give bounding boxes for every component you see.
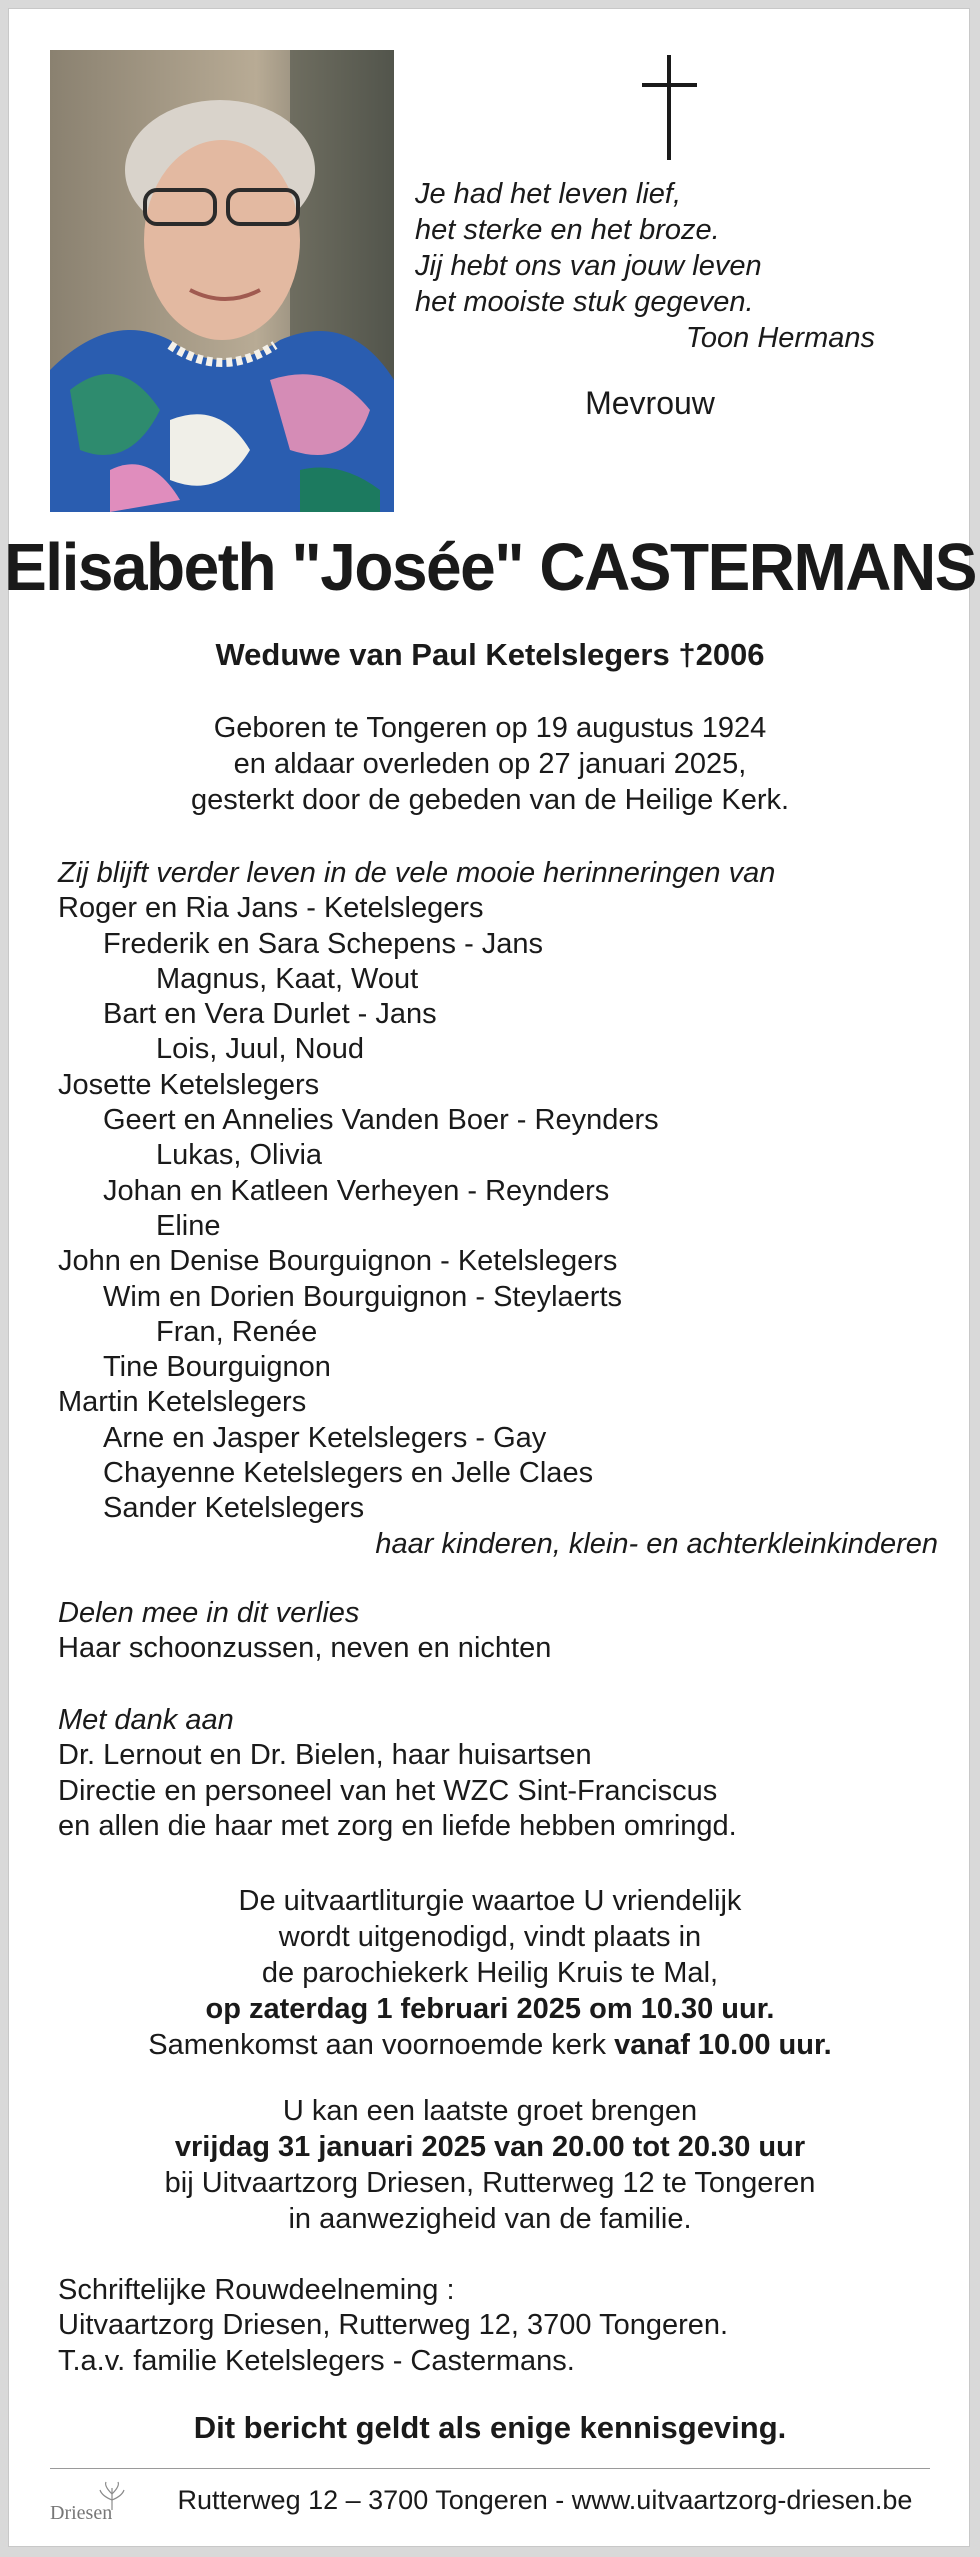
poem bbox=[415, 176, 915, 356]
family-member: Roger en Ria Jans - Ketelslegers bbox=[58, 892, 484, 925]
family-member: John en Denise Bourguignon - Ketelslegers bbox=[58, 1245, 618, 1278]
share-line: Haar schoonzussen, neven en nichten bbox=[58, 1632, 552, 1665]
poem-line: Je had het leven lief, bbox=[415, 178, 682, 210]
funeral-line: de parochiekerk Heilig Kruis te Mal, bbox=[261, 1957, 719, 1989]
logo-text: Driesen bbox=[50, 2502, 113, 2524]
footer-divider bbox=[50, 2468, 930, 2469]
condolence-line: Schriftelijke Rouwdeelneming : bbox=[58, 2274, 455, 2306]
family-member: Magnus, Kaat, Wout bbox=[156, 962, 419, 995]
birth-death-info bbox=[0, 710, 980, 818]
family-member: Josette Ketelslegers bbox=[58, 1068, 320, 1101]
condolence-line: Uitvaartzorg Driesen, Rutterweg 12, 3700 Tongeren. bbox=[58, 2309, 729, 2342]
family-member: Bart en Vera Durlet - Jans bbox=[103, 998, 437, 1031]
family-member: Johan en Katleen Verheyen - Reynders bbox=[103, 1174, 610, 1207]
farewell-date: vrijdag 31 januari 2025 van 20.00 tot 20.30 uur bbox=[174, 2131, 806, 2163]
funeral-line: wordt uitgenodigd, vindt plaats in bbox=[278, 1921, 702, 1953]
honorific: Mevrouw bbox=[585, 385, 715, 421]
farewell-intro: U kan een laatste groet brengen bbox=[282, 2095, 698, 2127]
share-section bbox=[58, 1596, 938, 1667]
condolence-section bbox=[58, 2273, 938, 2379]
family-member: Martin Ketelslegers bbox=[58, 1386, 307, 1419]
meeting-time: vanaf 10.00 uur. bbox=[614, 2029, 832, 2061]
family-member: Fran, Renée bbox=[156, 1315, 318, 1348]
thanks-line: Directie en personeel van het WZC Sint-Franciscus bbox=[58, 1774, 718, 1807]
poem-line: het sterke en het broze. bbox=[415, 214, 720, 246]
thanks-line: en allen die haar met zorg en liefde hebben omringd. bbox=[58, 1809, 737, 1842]
family-intro: Zij blijft verder leven in de vele mooie herinneringen van bbox=[58, 857, 776, 889]
birth-line: en aldaar overleden op 27 januari 2025, bbox=[233, 748, 747, 780]
family-member: Chayenne Ketelslegers en Jelle Claes bbox=[103, 1457, 594, 1490]
family-member: Eline bbox=[156, 1209, 221, 1242]
family-member: Wim en Dorien Bourguignon - Steylaerts bbox=[103, 1280, 623, 1313]
family-member: Lois, Juul, Noud bbox=[156, 1033, 364, 1066]
poem-author: Toon Hermans bbox=[685, 322, 875, 354]
family-member: Frederik en Sara Schepens - Jans bbox=[103, 927, 544, 960]
closing-notice: Dit bericht geldt als enige kennisgeving. bbox=[193, 2410, 787, 2445]
portrait-photo bbox=[50, 50, 394, 512]
condolence-line: T.a.v. familie Ketelslegers - Castermans. bbox=[58, 2344, 575, 2377]
share-intro: Delen mee in dit verlies bbox=[58, 1597, 360, 1629]
funeral-line: De uitvaartliturgie waartoe U vriendelijk bbox=[238, 1885, 742, 1917]
family-list bbox=[58, 856, 938, 1562]
deceased-name: Elisabeth "Josée" CASTERMANS bbox=[4, 529, 976, 605]
family-member: Arne en Jasper Ketelslegers - Gay bbox=[103, 1421, 547, 1454]
thanks-line: Dr. Lernout en Dr. Bielen, haar huisartsen bbox=[58, 1739, 592, 1772]
birth-line: Geboren te Tongeren op 19 augustus 1924 bbox=[213, 712, 767, 744]
funeral-date: op zaterdag 1 februari 2025 om 10.30 uur. bbox=[205, 1993, 775, 2025]
farewell-line: in aanwezigheid van de familie. bbox=[288, 2203, 692, 2235]
footer-address: Rutterweg 12 – 3700 Tongeren - www.uitvaartzorg-driesen.be bbox=[177, 2485, 913, 2515]
funeral-home-logo bbox=[50, 2480, 150, 2535]
cross-icon bbox=[640, 55, 700, 160]
family-member: Lukas, Olivia bbox=[156, 1139, 323, 1172]
family-member: Geert en Annelies Vanden Boer - Reynders bbox=[103, 1104, 659, 1137]
farewell-section bbox=[0, 2093, 980, 2237]
family-member: Sander Ketelslegers bbox=[103, 1492, 365, 1525]
meeting-text: Samenkomst aan voornoemde kerk bbox=[148, 2029, 615, 2061]
thanks-section bbox=[58, 1703, 938, 1844]
family-member: Tine Bourguignon bbox=[103, 1351, 331, 1384]
poem-line: het mooiste stuk gegeven. bbox=[415, 286, 754, 318]
funeral-section bbox=[0, 1883, 980, 2063]
widow-line: Weduwe van Paul Ketelslegers †2006 bbox=[215, 637, 765, 672]
farewell-line: bij Uitvaartzorg Driesen, Rutterweg 12 te Tongeren bbox=[164, 2167, 816, 2199]
poem-line: Jij hebt ons van jouw leven bbox=[415, 250, 762, 282]
thanks-intro: Met dank aan bbox=[58, 1704, 234, 1736]
birth-line: gesterkt door de gebeden van de Heilige Kerk. bbox=[190, 784, 790, 816]
funeral-meeting bbox=[0, 2027, 980, 2063]
family-outro: haar kinderen, klein- en achterkleinkinderen bbox=[375, 1527, 938, 1560]
